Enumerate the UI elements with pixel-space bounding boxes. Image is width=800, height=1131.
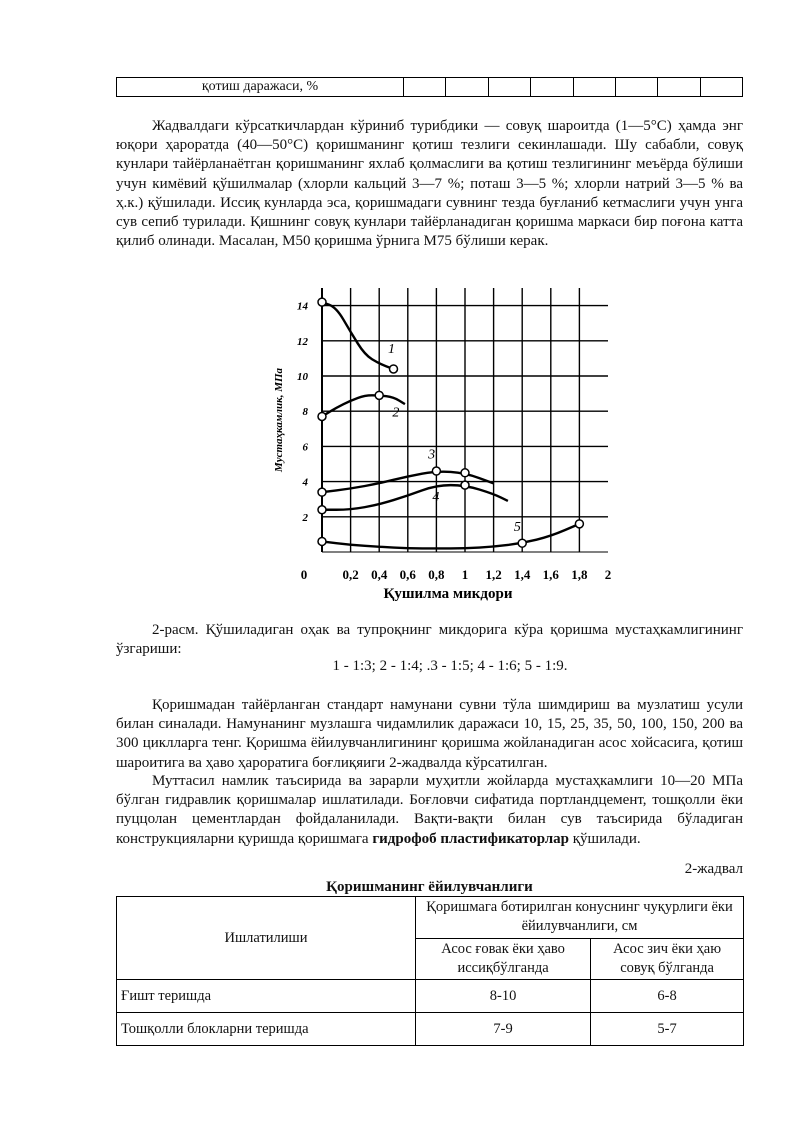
cell-porous: 7-9: [416, 1013, 591, 1046]
cell-dense: 6-8: [591, 980, 744, 1013]
x-tick-label: 0,6: [399, 567, 416, 582]
x-tick-label: 1,8: [571, 567, 588, 582]
strength-chart: [268, 280, 638, 610]
x-tick-label: 1,2: [485, 567, 502, 582]
y-axis-title: Мустаҳкамлик, МПа: [273, 367, 285, 473]
x-tick-label: 1: [461, 567, 469, 582]
table-row: [117, 980, 744, 1013]
cell-porous: 8-10: [416, 980, 591, 1013]
table-header-row: [117, 897, 744, 939]
series-point-4: [318, 506, 326, 514]
bold-term: гидрофоб пластификаторлар: [372, 830, 570, 847]
table-row: [117, 78, 743, 97]
y-tick-labels: [297, 301, 309, 524]
y-tick-label: 10: [297, 371, 308, 383]
series-point-5: [575, 520, 583, 528]
series-point-5: [318, 537, 326, 545]
table-number: 2-жадвал: [684, 861, 743, 877]
paragraph-2-text: Қоришмадан тайёрланган стандарт намунани сувни тўла шимдириш ва музлатиш усули билан синалади. Намунанинг музлашга чидамлилик даражаси 10, 15, 25, 35, 50, 100, 150, 200 ва 300 циклларга тенг. Қоришма ёйилувчанлигининг қоришма жойланадиган асос хойсасига, қотиш шароитига ва ҳаво ҳароратига боғлиқяиги 2-жадвалда кўрсатилган.: [116, 697, 743, 771]
x-tick-label: 0,2: [342, 567, 359, 582]
y-tick-label: 6: [302, 441, 308, 454]
cell-dense: 5-7: [591, 1013, 744, 1046]
series-label-5: 5: [513, 519, 521, 535]
paragraph-2: [116, 696, 743, 773]
series-point-5: [518, 539, 526, 547]
table-cell: [700, 78, 742, 97]
table-cell: [488, 78, 530, 97]
series-point-3: [432, 467, 440, 475]
figure-legend: 1 - 1:3; 2 - 1:4; .3 - 1:5; 4 - 1:6; 5 - 1:9.: [332, 658, 568, 674]
y-tick-label: 4: [302, 476, 308, 489]
header-porous: Асос ғовак ёки ҳаво иссиқбўлганда: [416, 938, 591, 980]
x-tick-label: 0: [300, 567, 308, 582]
paragraph-3: [116, 772, 743, 849]
x-tick-label: 1,4: [514, 567, 531, 582]
paragraph-3-text: Муттасил намлик таъсирида ва зарарли муҳитли жойларда мустаҳкамлиги 10—20 МПа бўлган гидравлик қоришмалар ишлатилади. Боғловчи сифатида портландцемент, тошқолли ёки пуццолан цементлардан фойдаланилади. Вақти-вақти билан сув таъсирида бўладиган конструкцияларни қуришда қоришмага: [116, 773, 743, 847]
header-group: Қоришмага ботирилган конуснинг чуқурлиги ёки ёйилувчанлиги, см: [416, 897, 744, 939]
table-cell: [404, 78, 446, 97]
x-axis-title: Қушилма микдори: [383, 586, 513, 602]
y-tick-label: 2: [302, 511, 308, 524]
x-tick-labels: [301, 567, 612, 582]
table-row: [117, 1013, 744, 1046]
paragraph-3-end: қўшилади.: [569, 830, 641, 847]
table-cell: [531, 78, 573, 97]
cell-usage: Тошқолли блокларни теришда: [117, 1013, 416, 1046]
y-tick-label: 8: [302, 406, 308, 419]
row-label: қотиш даражаси, %: [117, 78, 404, 97]
table-cell: [658, 78, 700, 97]
paragraph-1-text: Жадвалдаги кўрсаткичлардан кўриниб турибдики — совуқ шароитда (1—5°С) ҳамда энг юқори ҳароратда (40—50°С) қоришманинг қотиш тезлиги секинлашади. Шу сабабли, совуқ кунлари тайёрланаётган қоришманинг яхлаб қолмаслиги ва қотиш тезлигининг меъёрда бўлиши учун кимёвий қўшилмалар (хлорли кальций 3—7 %; поташ 3—5 %; хлорли натрий 3—5 % ва ҳ.к.) қўшилади. Иссиқ кунларда эса, қоришмадаги сувнинг тезда буғланиб кетмаслиги учун унга сув сепиб турилади. Қишнинг совуқ кунлари тайёрланадиган қоришма маркаси бир поғона катта қилиб олинади. Масалан, М50 қоришма ўрнига М75 бўлиши керак.: [116, 118, 743, 250]
series-label-3: 3: [428, 447, 436, 463]
header-usage: Ишлатилиши: [117, 897, 416, 980]
series-line-5: [322, 524, 579, 549]
table-cell: [446, 78, 488, 97]
y-tick-label: 14: [297, 300, 308, 313]
partial-table-top: [116, 77, 743, 97]
series-point-1: [318, 298, 326, 306]
series-point-3: [318, 488, 326, 496]
chart-grid: [322, 288, 608, 552]
figure-caption-text: 2-расм. Қўшиладиган оҳак ва тупроқнинг микдорига кўра қоришма мустаҳкамлигининг ўзгариши:: [116, 622, 743, 658]
spreadability-table: [116, 896, 744, 1046]
table-title: Қоришманинг ёйилувчанлиги: [326, 879, 533, 895]
series-label-4: 4: [432, 489, 440, 505]
x-tick-label: 1,6: [542, 567, 559, 582]
y-tick-label: 12: [297, 335, 308, 348]
series-label-1: 1: [388, 342, 396, 358]
paragraph-1: [116, 117, 743, 251]
x-tick-label: 2: [604, 567, 612, 582]
series-point-2: [375, 391, 383, 399]
series-point-3: [461, 469, 469, 477]
table-cell: [615, 78, 657, 97]
series-point-2: [318, 412, 326, 420]
header-dense: Асос зич ёки ҳаю совуқ бўлганда: [591, 938, 744, 980]
cell-usage: Ғишт теришда: [117, 980, 416, 1013]
series-label-2: 2: [392, 405, 400, 421]
chart-series: [318, 298, 583, 548]
x-tick-label: 0,4: [371, 567, 388, 582]
table-cell: [573, 78, 615, 97]
series-point-1: [390, 365, 398, 373]
x-tick-label: 0,8: [428, 567, 445, 582]
figure-caption: [116, 621, 743, 659]
series-point-4: [461, 481, 469, 489]
series-line-1: [322, 302, 394, 369]
